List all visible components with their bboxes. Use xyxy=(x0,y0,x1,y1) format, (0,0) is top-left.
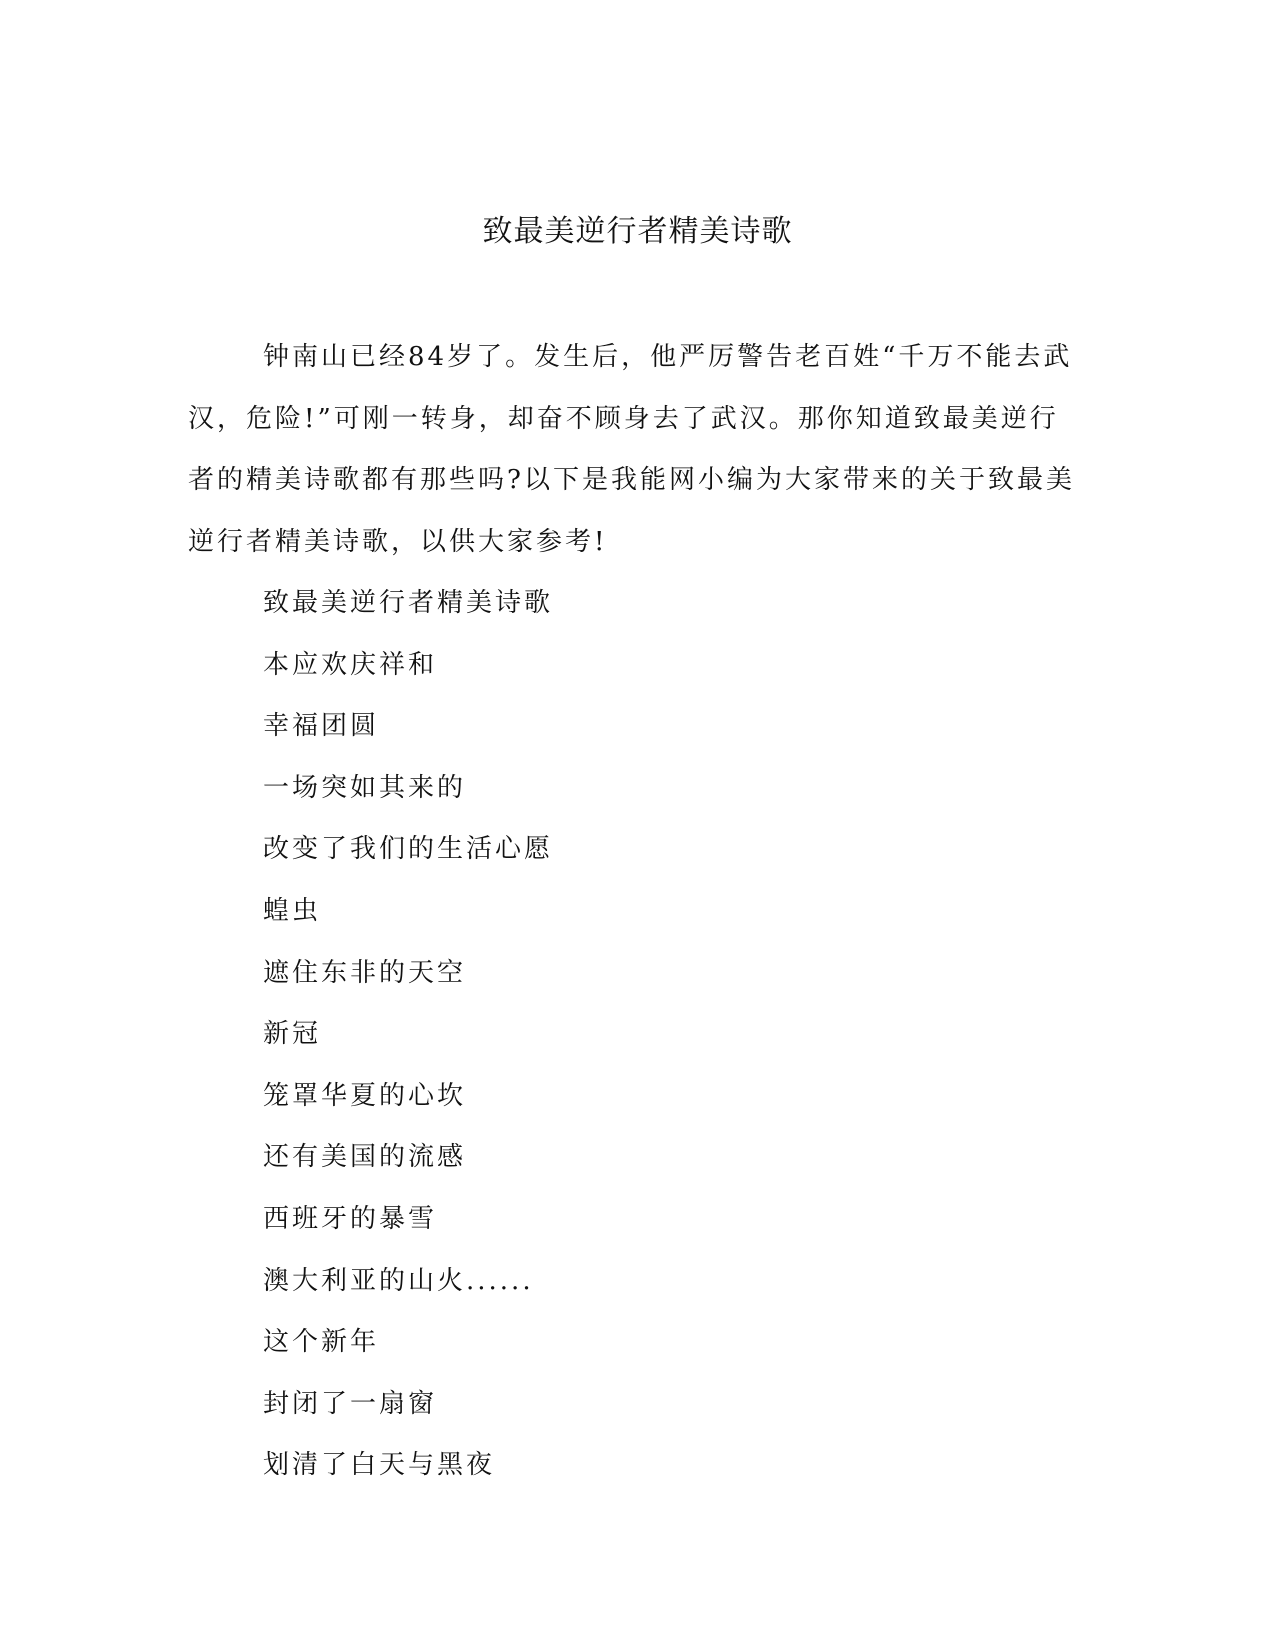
intro-paragraph: 钟南山已经84岁了。发生后，他严厉警告老百姓“千万不能去武汉，危险!”可刚一转身，却奋不顾身去了武汉。那你知道致最美逆行者的精美诗歌都有那些吗?以下是我能网小编为大家带来的关于致最美逆行者精美诗歌，以供大家参考! xyxy=(188,342,1075,557)
poem-line: 西班牙的暴雪 xyxy=(263,1203,438,1234)
poem-line: 新冠 xyxy=(263,1019,322,1050)
poem-line: 幸福团圆 xyxy=(263,711,380,742)
poem-line: 蝗虫 xyxy=(263,895,322,926)
poem-line: 这个新年 xyxy=(263,1327,380,1358)
poem-line: 划清了白天与黑夜 xyxy=(263,1450,496,1481)
poem-line: 封闭了一扇窗 xyxy=(263,1388,438,1419)
poem-line: 一场突如其来的 xyxy=(263,772,467,803)
poem-line: 遮住东非的天空 xyxy=(263,957,467,988)
poem-line: 澳大利亚的山火...... xyxy=(263,1265,534,1296)
poem-line: 改变了我们的生活心愿 xyxy=(263,834,554,865)
poem-body xyxy=(263,573,553,1497)
poem-line: 致最美逆行者精美诗歌 xyxy=(263,588,554,618)
poem-line: 还有美国的流感 xyxy=(263,1142,467,1173)
poem-line: 本应欢庆祥和 xyxy=(263,649,438,680)
poem-line: 笼罩华夏的心坎 xyxy=(263,1080,467,1111)
page-title: 致最美逆行者精美诗歌 xyxy=(482,214,793,249)
